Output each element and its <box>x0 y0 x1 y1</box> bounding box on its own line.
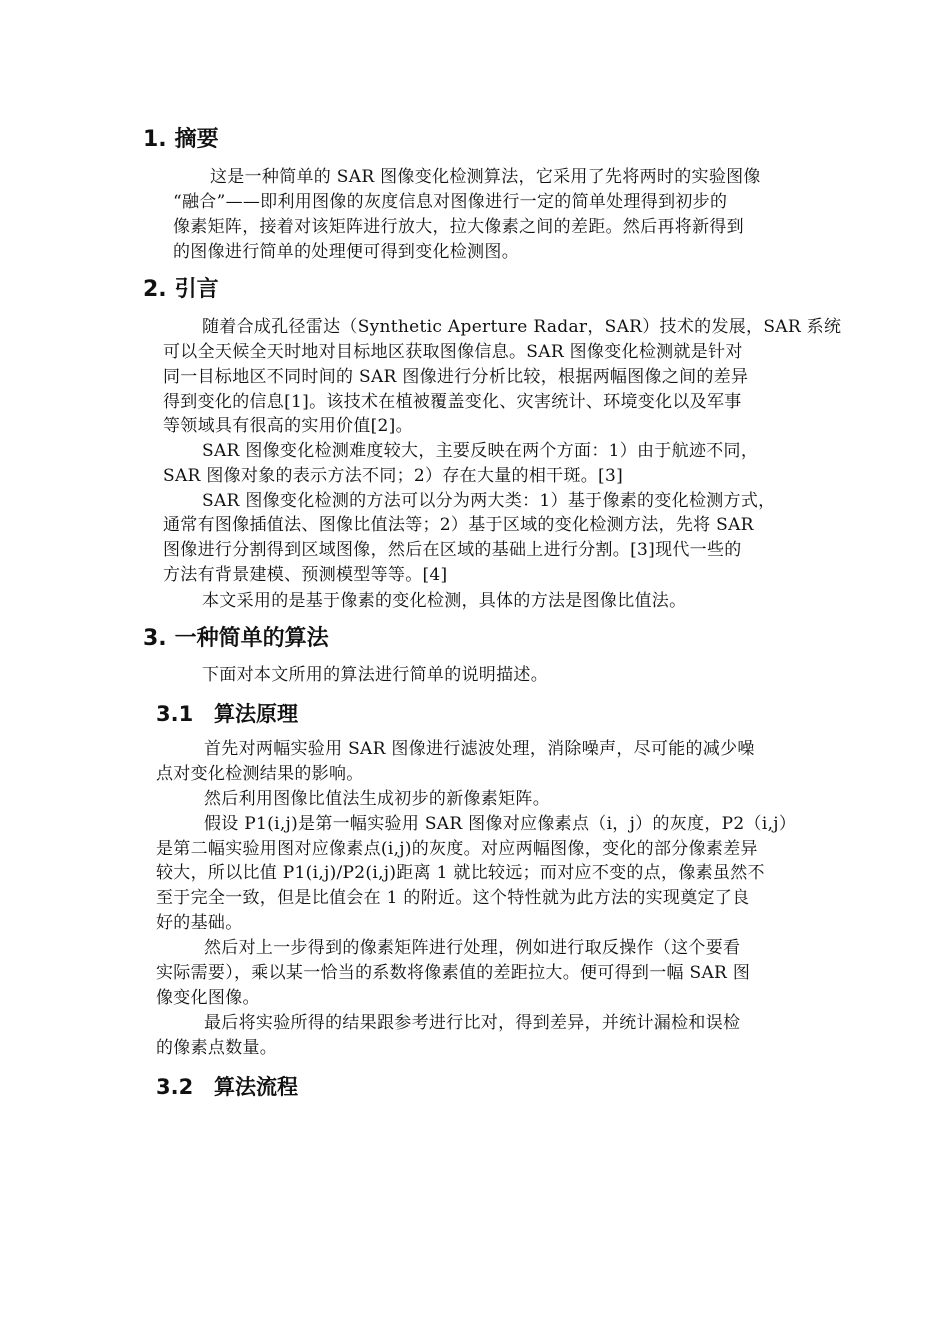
intro-line: 图像进行分割得到区域图像，然后在区域的基础上进行分割。[3]现代一些的 <box>163 540 742 560</box>
principle-line: 然后利用图像比值法生成初步的新像素矩阵。 <box>204 789 550 809</box>
intro-line: 本文采用的是基于像素的变化检测，具体的方法是图像比值法。 <box>202 591 687 611</box>
principle-line: 假设 P1(i,j)是第一幅实验用 SAR 图像对应像素点（i，j）的灰度，P2（i,j） <box>204 814 797 834</box>
intro-line: SAR 图像变化检测的方法可以分为两大类：1）基于像素的变化检测方式， <box>202 491 776 511</box>
section-number: 1. <box>143 127 167 152</box>
subsection-title: 算法流程 <box>214 1075 298 1099</box>
subsection-number: 3.2 <box>156 1075 194 1099</box>
abstract-line: “融合”——即利用图像的灰度信息对图像进行一定的简单处理得到初步的 <box>173 192 728 212</box>
subsection-heading-flow <box>156 1073 298 1101</box>
abstract-line: 的图像进行简单的处理便可得到变化检测图。 <box>173 242 519 262</box>
intro-line: 通常有图像插值法、图像比值法等；2）基于区域的变化检测方法，先将 SAR <box>163 515 754 535</box>
subsection-title: 算法原理 <box>214 702 298 726</box>
abstract-line: 像素矩阵，接着对该矩阵进行放大，拉大像素之间的差距。然后再将新得到 <box>173 217 744 237</box>
principle-line: 点对变化检测结果的影响。 <box>156 764 364 784</box>
section-number: 3. <box>143 626 167 651</box>
intro-line: 等领域具有很高的实用价值[2]。 <box>163 416 413 436</box>
section-title: 引言 <box>174 277 219 302</box>
abstract-line: 这是一种简单的 SAR 图像变化检测算法，它采用了先将两时的实验图像 <box>210 167 761 187</box>
section-title: 一种简单的算法 <box>174 626 329 651</box>
principle-line: 最后将实验所得的结果跟参考进行比对，得到差异，并统计漏检和误检 <box>204 1013 741 1033</box>
intro-line: 可以全天候全天时地对目标地区获取图像信息。SAR 图像变化检测就是针对 <box>163 342 743 362</box>
intro-line: SAR 图像对象的表示方法不同；2）存在大量的相干斑。[3] <box>163 466 624 486</box>
principle-line: 的像素点数量。 <box>156 1038 278 1058</box>
intro-line: 随着合成孔径雷达（Synthetic Aperture Radar，SAR）技术的发展，SAR 系统 <box>202 317 842 337</box>
principle-line: 然后对上一步得到的像素矩阵进行处理，例如进行取反操作（这个要看 <box>204 938 741 958</box>
section-heading-algorithm <box>143 625 329 653</box>
principle-line: 像变化图像。 <box>156 988 260 1008</box>
section-heading-introduction <box>143 276 219 304</box>
principle-line: 好的基础。 <box>156 913 243 933</box>
subsection-heading-principle <box>156 700 298 728</box>
intro-line: 同一目标地区不同时间的 SAR 图像进行分析比较，根据两幅图像之间的差异 <box>163 367 749 387</box>
section-title: 摘要 <box>174 127 219 152</box>
subsection-number: 3.1 <box>156 702 194 726</box>
intro-line: SAR 图像变化检测难度较大，主要反映在两个方面：1）由于航迹不同， <box>202 441 759 461</box>
section-heading-abstract <box>143 126 219 154</box>
principle-line: 实际需要），乘以某一恰当的系数将像素值的差距拉大。便可得到一幅 SAR 图 <box>156 963 751 983</box>
intro-line: 方法有背景建模、预测模型等等。[4] <box>163 565 448 585</box>
algorithm-line: 下面对本文所用的算法进行简单的说明描述。 <box>202 665 548 685</box>
principle-line: 是第二幅实验用图对应像素点(i,j)的灰度。对应两幅图像，变化的部分像素差异 <box>156 839 758 859</box>
principle-line: 至于完全一致，但是比值会在 1 的附近。这个特性就为此方法的实现奠定了良 <box>156 888 750 908</box>
principle-line: 较大，所以比值 P1(i,j)/P2(i,j)距离 1 就比较远；而对应不变的点，像素虽然不 <box>156 863 765 883</box>
intro-line: 得到变化的信息[1]。该技术在植被覆盖变化、灾害统计、环境变化以及军事 <box>163 392 742 412</box>
section-number: 2. <box>143 277 167 302</box>
principle-line: 首先对两幅实验用 SAR 图像进行滤波处理，消除噪声，尽可能的减少噪 <box>204 739 755 759</box>
